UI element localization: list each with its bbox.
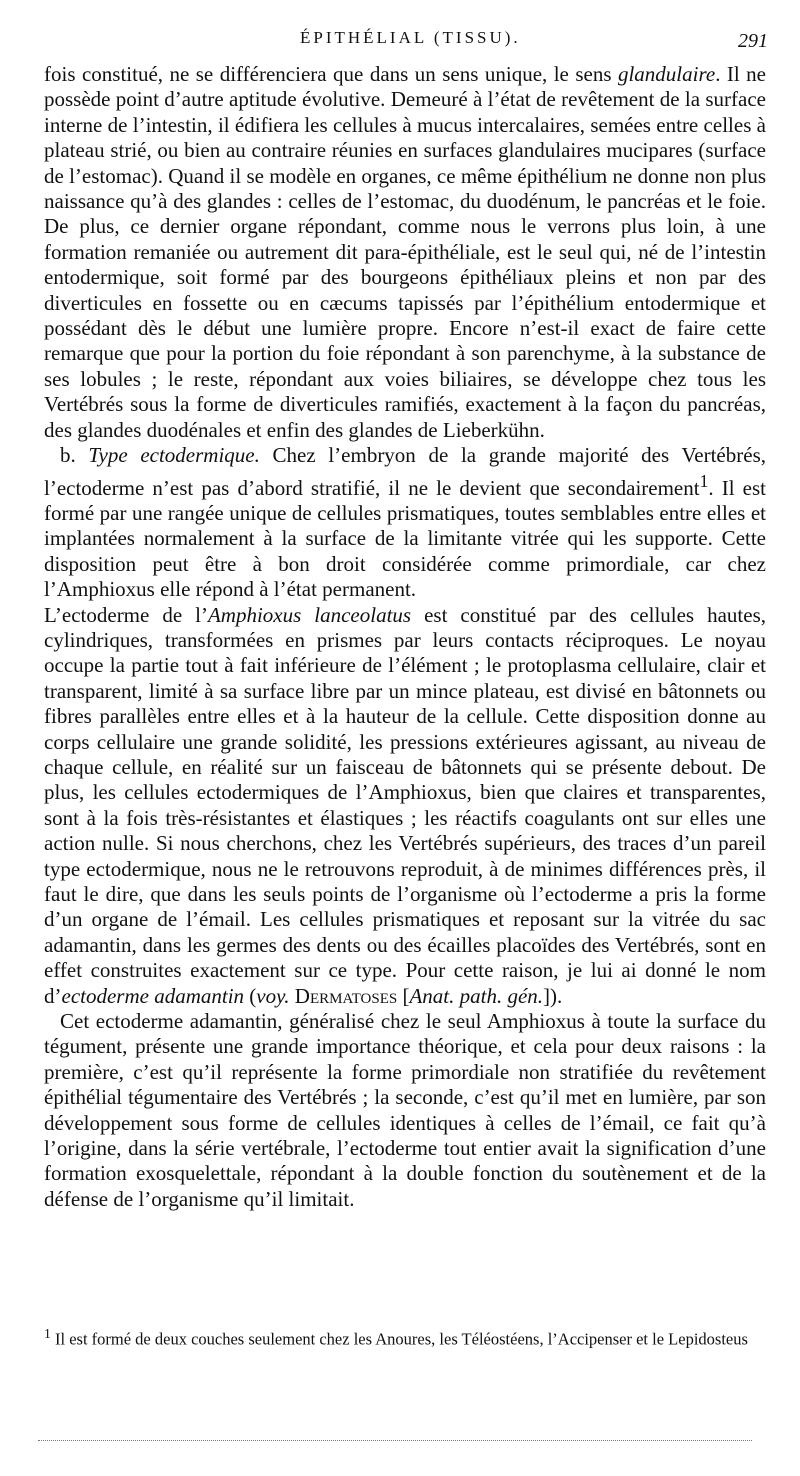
footnote-ref: 1 — [699, 470, 709, 491]
page-number: 291 — [738, 30, 768, 52]
footnote-text: Il est formé de deux couches seulement chez les Anoures, les Téléostéens, l’Accipenser et le Lepidosteus — [50, 1329, 748, 1349]
paragraph-2: b. Type ectodermique. Chez l’embryon de la grande majorité des Vertébrés, l’ectoderme n’est pas d’abord stratifié, il ne le devient que secondairement$^1$. Il est formé par une rangée unique de cellules prismatiques, toutes semblables entre elles et implantées normalement à la surface de la limitante vitrée qui les supporte. Cette disposition peut être à bon droit considérée comme primordiale, car chez l’Amphioxus elle répond à l’état permanent. — [44, 443, 766, 602]
paragraph-3: L’ectoderme de l’Amphioxus lanceolatus est constitué par des cellules hautes, cylindriques, transformées en prismes par leurs contacts réciproques. Le noyau occupe la partie tout à fait inférieure de l’élément ; le protoplasma cellulaire, clair et transparent, limité à sa surface libre par un mince plateau, est divisé en bâtonnets ou fibres parallèles entre elles et à la hauteur de la cellule. Cette disposition donne au corps cellulaire une grande solidité, les pressions extérieures agissant, au niveau de chaque cellule, en réalité sur un faisceau de bâtonnets qui se présente debout. De plus, les cellules ectodermiques de l’Amphioxus, bien que claires et transparentes, sont à la fois très-résistantes et élastiques ; les réactifs coagulants ont sur elles une action nulle. Si nous cherchons, chez les Vertébrés supérieurs, des traces d’un pareil type ectodermique, nous ne le retrouvons reproduit, à de minimes différences près, il faut le dire, que dans les seuls points de l’organisme où l’ectoderme a pris la forme d’un organe de l’émail. Les cellules prismatiques et reposant sur la vitrée du sac adamantin, dans les germes des dents ou des écailles placoïdes des Vertébrés, sont en effet construites exactement sur ce type. Pour cette raison, je lui ai donné le nom d’ectoderme adamantin (voy. Dermatoses [Anat. path. gén.]). — [44, 602, 766, 1008]
body-text — [44, 62, 766, 1212]
paragraph-1: fois constitué, ne se différenciera que dans un sens unique, le sens glandulaire. Il ne possède point d’autre aptitude évolutive. Demeuré à l’état de revêtement de la surface interne de l’intestin, il édifiera les cellules à mucus intercalaires, semées entre celles à plateau strié, ou bien au contraire réunies en surfaces glandulaires mucipares (surface de l’estomac). Quand il se modèle en organes, ce même épithélium ne donne non plus naissance qu’à des glandes : celles de l’estomac, du duodénum, le pancréas et le foie. De plus, ce dernier organe répondant, comme nous le verrons plus loin, à une formation remaniée ou autrement dit para-épithéliale, est le seul qui, né de l’intestin entodermique, soit formé par des bourgeons épithéliaux pleins et non par des diverticules en fossette ou en cæcums tapissés par l’épithélium entodermique et possédant dès le début une lumière propre. Encore n’est-il exact de faire cette remarque que pour la portion du foie répondant à son parenchyme, à la substance de ses lobules ; le reste, répondant aux voies biliaires, se développe chez tous les Vertébrés sous la forme de diverticules ramifiés, exactement à la façon du pancréas, des glandes duodénales et enfin des glandes de Lieberkühn. — [44, 62, 767, 442]
paragraph-4: Cet ectoderme adamantin, généralisé chez le seul Amphioxus à toute la surface du tégument, présente une grande importance théorique, et cela pour deux raisons : la première, c’est qu’il représente la forme primordiale non stratifiée du revêtement épithélial tégumentaire des Vertébrés ; la seconde, c’est qu’il met en lumière, par son développement sous forme de cellules identiques à celles de l’émail, ce fait qu’à l’origine, dans la série vertébrale, l’ectoderme tout entier avait la signification d’une formation exosquelettale, répondant à la double fonction du soutènement et de la défense de l’organisme qu’il limitait. — [44, 1009, 766, 1211]
footnote-marker: 1 — [44, 1326, 51, 1341]
bottom-dotted-rule — [38, 1440, 752, 1441]
running-head: ÉPITHÉLIAL (TISSU). — [300, 28, 521, 47]
footnote — [44, 1323, 766, 1351]
